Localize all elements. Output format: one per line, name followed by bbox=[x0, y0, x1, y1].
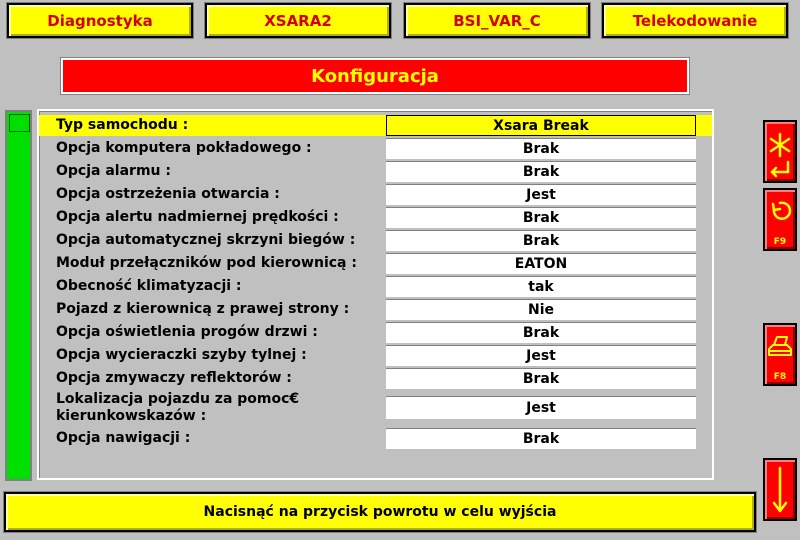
refresh-icon bbox=[765, 190, 795, 235]
row-value-text: Brak bbox=[522, 233, 560, 249]
row-value-text: Nie bbox=[527, 302, 554, 318]
row-value bbox=[386, 276, 696, 297]
row-label: Opcja oświetlenia progów drzwi : bbox=[56, 324, 318, 340]
status-bar bbox=[5, 110, 32, 481]
tab-label: XSARA2 bbox=[264, 11, 332, 30]
config-row bbox=[39, 276, 712, 297]
row-value bbox=[386, 253, 696, 274]
row-value-text: tak bbox=[528, 279, 554, 295]
row-label: Moduł przełączników pod kierownicą : bbox=[56, 255, 357, 271]
exit-button[interactable] bbox=[763, 458, 797, 521]
row-label: Opcja automatycznej skrzyni biegów : bbox=[56, 232, 356, 248]
config-header-row bbox=[39, 115, 712, 136]
row-value bbox=[386, 428, 696, 449]
row-value bbox=[386, 138, 696, 159]
row-value-text: Jest bbox=[526, 348, 556, 364]
row-value-text: Brak bbox=[522, 325, 560, 341]
config-row bbox=[39, 138, 712, 159]
page-title-text: Konfiguracja bbox=[311, 65, 439, 87]
row-label: Opcja nawigacji : bbox=[56, 430, 191, 446]
page-title bbox=[61, 58, 689, 94]
vehicle-type-text: Xsara Break bbox=[493, 117, 589, 134]
config-row bbox=[39, 391, 712, 427]
config-row bbox=[39, 230, 712, 251]
tab-label: Diagnostyka bbox=[47, 11, 153, 30]
row-label: Opcja zmywaczy reflektorów : bbox=[56, 370, 292, 386]
row-value-text: Jest bbox=[526, 187, 556, 203]
config-row bbox=[39, 345, 712, 366]
row-value-text: Brak bbox=[522, 431, 560, 447]
row-value bbox=[386, 230, 696, 251]
row-label: Opcja wycieraczki szyby tylnej : bbox=[56, 347, 307, 363]
row-label: Opcja ostrzeżenia otwarcia : bbox=[56, 186, 280, 202]
row-value bbox=[386, 345, 696, 366]
config-row bbox=[39, 207, 712, 228]
config-row bbox=[39, 184, 712, 205]
refresh-button[interactable] bbox=[763, 188, 797, 251]
row-label: Opcja alertu nadmiernej prędkości : bbox=[56, 209, 339, 225]
status-bar-cap bbox=[9, 114, 30, 132]
asterisk-enter-icon bbox=[765, 122, 795, 181]
tab-label: Telekodowanie bbox=[632, 11, 758, 30]
row-value-text: Brak bbox=[522, 210, 560, 226]
row-label: Pojazd z kierownicą z prawej strony : bbox=[56, 301, 350, 317]
row-label: Obecność klimatyzacji : bbox=[56, 278, 242, 294]
config-row bbox=[39, 368, 712, 389]
config-panel bbox=[37, 109, 714, 480]
config-row bbox=[39, 428, 712, 449]
tab-xsara2[interactable] bbox=[205, 3, 391, 38]
row-label: Opcja komputera pokładowego : bbox=[56, 140, 312, 156]
row-label: Opcja alarmu : bbox=[56, 163, 171, 179]
printer-icon bbox=[765, 325, 795, 370]
footer-text: Nacisnąć na przycisk powrotu w celu wyjścia bbox=[203, 504, 557, 520]
row-value-text: Brak bbox=[522, 141, 560, 157]
vehicle-type-label: Typ samochodu : bbox=[56, 117, 189, 133]
config-row bbox=[39, 253, 712, 274]
print-key-label: F8 bbox=[773, 372, 787, 382]
refresh-key-label: F9 bbox=[773, 237, 787, 247]
tab-telekodowanie[interactable] bbox=[602, 3, 788, 38]
print-button[interactable] bbox=[763, 323, 797, 386]
vehicle-type-value bbox=[386, 115, 696, 136]
row-value bbox=[386, 368, 696, 389]
arrow-down-icon bbox=[765, 460, 795, 519]
row-value-text: Brak bbox=[522, 371, 560, 387]
row-value bbox=[386, 207, 696, 228]
config-row bbox=[39, 322, 712, 343]
validate-button[interactable] bbox=[763, 120, 797, 183]
tab-diagnostyka[interactable] bbox=[7, 3, 193, 38]
row-value-text: Brak bbox=[522, 164, 560, 180]
row-value-text: Jest bbox=[526, 400, 556, 416]
row-value bbox=[386, 161, 696, 182]
config-row bbox=[39, 161, 712, 182]
row-value-text: EATON bbox=[514, 256, 568, 272]
row-value bbox=[386, 322, 696, 343]
footer-message bbox=[4, 492, 756, 532]
config-row bbox=[39, 299, 712, 320]
row-value bbox=[386, 396, 696, 419]
row-label: Lokalizacja pojazdu za pomoc€ kierunkowskazów : bbox=[56, 391, 300, 424]
tab-label: BSI_VAR_C bbox=[453, 11, 541, 30]
row-value bbox=[386, 299, 696, 320]
row-value bbox=[386, 184, 696, 205]
tab-bsi-var-c[interactable] bbox=[404, 3, 590, 38]
